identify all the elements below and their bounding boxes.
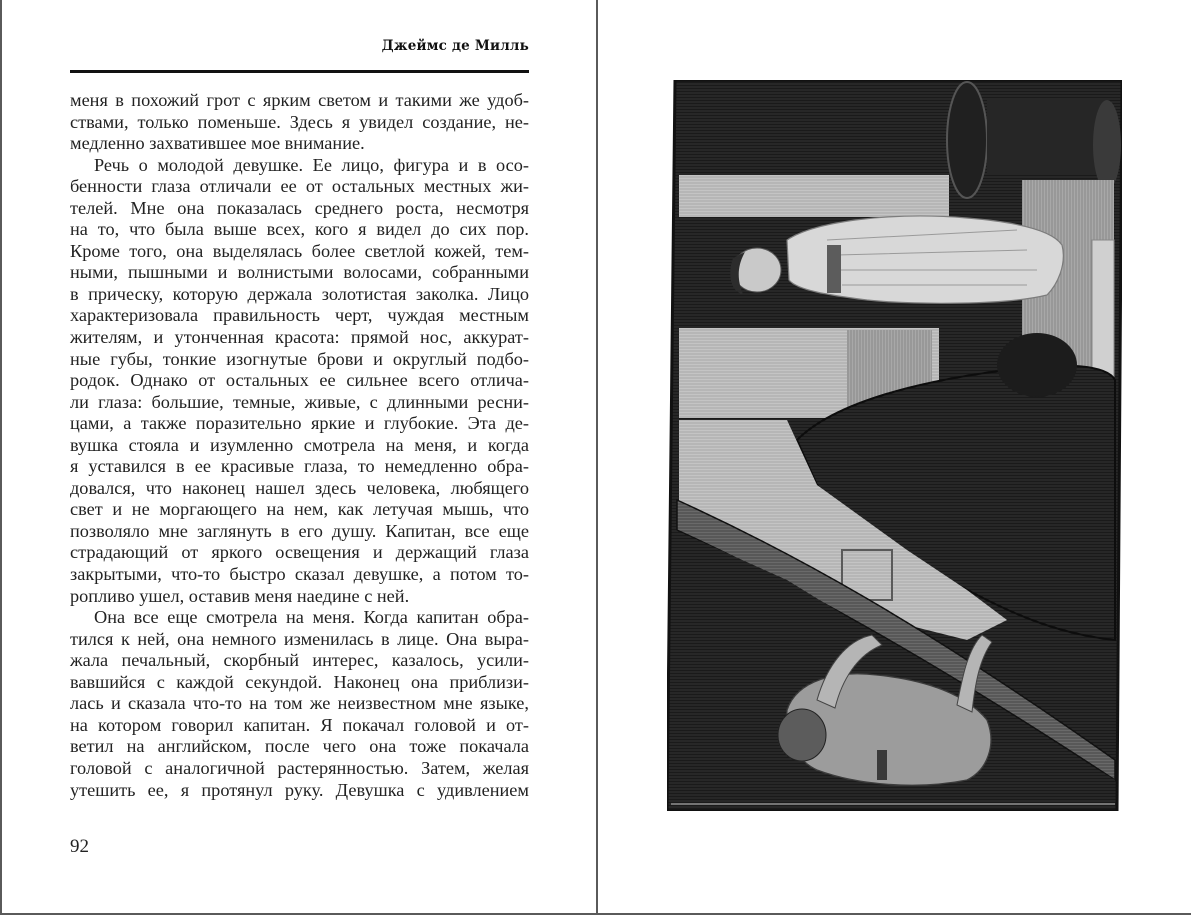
- text-line: Речь о молодой девушке. Ее лицо, фигура и в осо-: [94, 154, 529, 175]
- text-line: меня в похожий грот с ярким светом и такими же удоб-: [70, 90, 529, 110]
- text-line: довался, что наконец нашел здесь человека, любящего: [70, 477, 529, 498]
- text-line: ными, пышными и волнистыми волосами, собранными: [70, 262, 529, 283]
- engraving-crouching-belt: [877, 750, 887, 780]
- engraving-svg: [667, 80, 1122, 811]
- text-line: Кроме того, она выделялась более светлой кожей, тем-: [70, 240, 529, 261]
- text-line: вушка стояла и изумленно смотрела на меня, и когда: [70, 434, 529, 455]
- text-line: позволяло мне заглянуть в его душу. Капитан, все еще: [70, 520, 529, 541]
- text-line: телей. Мне она показалась среднего роста, несмотря: [70, 197, 529, 218]
- text-line: ные губы, тонкие изогнутые брови и округлый подбо-: [70, 348, 529, 369]
- text-line: жителям, и утонченная красота: прямой нос, аккурат-: [70, 327, 529, 348]
- body-text: [70, 90, 529, 801]
- text-line: я уставился в ее красивые глаза, то немедленно обра-: [70, 456, 529, 477]
- text-line: лась и сказала что-то на том же неизвестном мне языке,: [70, 693, 529, 714]
- text-line: Она все еще смотрела на меня. Когда капитан обра-: [94, 607, 529, 628]
- text-line: свет и не моргающего на нем, как летучая мышь, что: [70, 499, 529, 520]
- text-line: родок. Однако от остальных ее сильнее всего отлича-: [70, 370, 529, 391]
- text-line: ветил на английском, после чего она тоже покачала: [70, 736, 529, 757]
- text-line: жала печальный, скорбный интерес, казалось, усили-: [70, 650, 529, 671]
- header-rule: [70, 70, 529, 73]
- engraving-woman-sash: [827, 245, 841, 293]
- text-line: ли глаза: большие, темные, живые, с длинными ресни-: [70, 391, 529, 412]
- engraving-crouching-head: [778, 709, 826, 761]
- engraving-vase: [947, 82, 987, 198]
- text-line: бенности глаза отличали ее от остальных местных жи-: [70, 176, 529, 197]
- text-line: ствами, только поменьше. Здесь я увидел создание, не-: [70, 111, 529, 132]
- text-line: на то, что была выше всех, кого я видел до сих пор.: [70, 219, 529, 240]
- text-line: на котором говорил капитан. Я покачал головой и от-: [70, 714, 529, 735]
- engraving-illustration: [667, 80, 1122, 811]
- left-page: [70, 0, 529, 915]
- text-line: утешить ее, я протянул руку. Девушка с удивлением: [70, 779, 529, 800]
- text-line: в прическу, которую держала золотистая заколка. Лицо: [70, 283, 529, 304]
- text-line: медленно захватившее мое внимание.: [70, 133, 365, 154]
- engraving-floor-light: [679, 175, 949, 217]
- text-line: характеризовала правильность черт, чуждая местным: [70, 305, 529, 326]
- book-spine-divider: [596, 0, 598, 915]
- text-line: тился к ней, она немного изменилась в лице. Она выра-: [70, 628, 529, 649]
- text-line: страдающий от яркого освещения и держащий глаза: [70, 542, 529, 563]
- text-line: ропливо ушел, оставив меня наедине с ней.: [70, 585, 410, 606]
- engraving-column-base: [1093, 100, 1121, 190]
- text-line: закрытыми, что-то быстро сказал девушке, а потом то-: [70, 564, 529, 585]
- text-line: цами, а также поразительно яркие и глубокие. Эта де-: [70, 413, 529, 434]
- text-line: вавшийся с каждой секундой. Наконец она приблизи-: [70, 671, 529, 692]
- engraving-door-panel: [1092, 240, 1114, 390]
- page-edge-left: [0, 0, 2, 915]
- engraving-column: [987, 100, 1107, 175]
- running-head-author: Джеймс де Милль: [381, 38, 529, 54]
- text-line: головой с аналогичной растерянностью. Затем, желая: [70, 757, 529, 778]
- page-number: 92: [70, 836, 89, 857]
- engraving-figure-head: [997, 333, 1077, 397]
